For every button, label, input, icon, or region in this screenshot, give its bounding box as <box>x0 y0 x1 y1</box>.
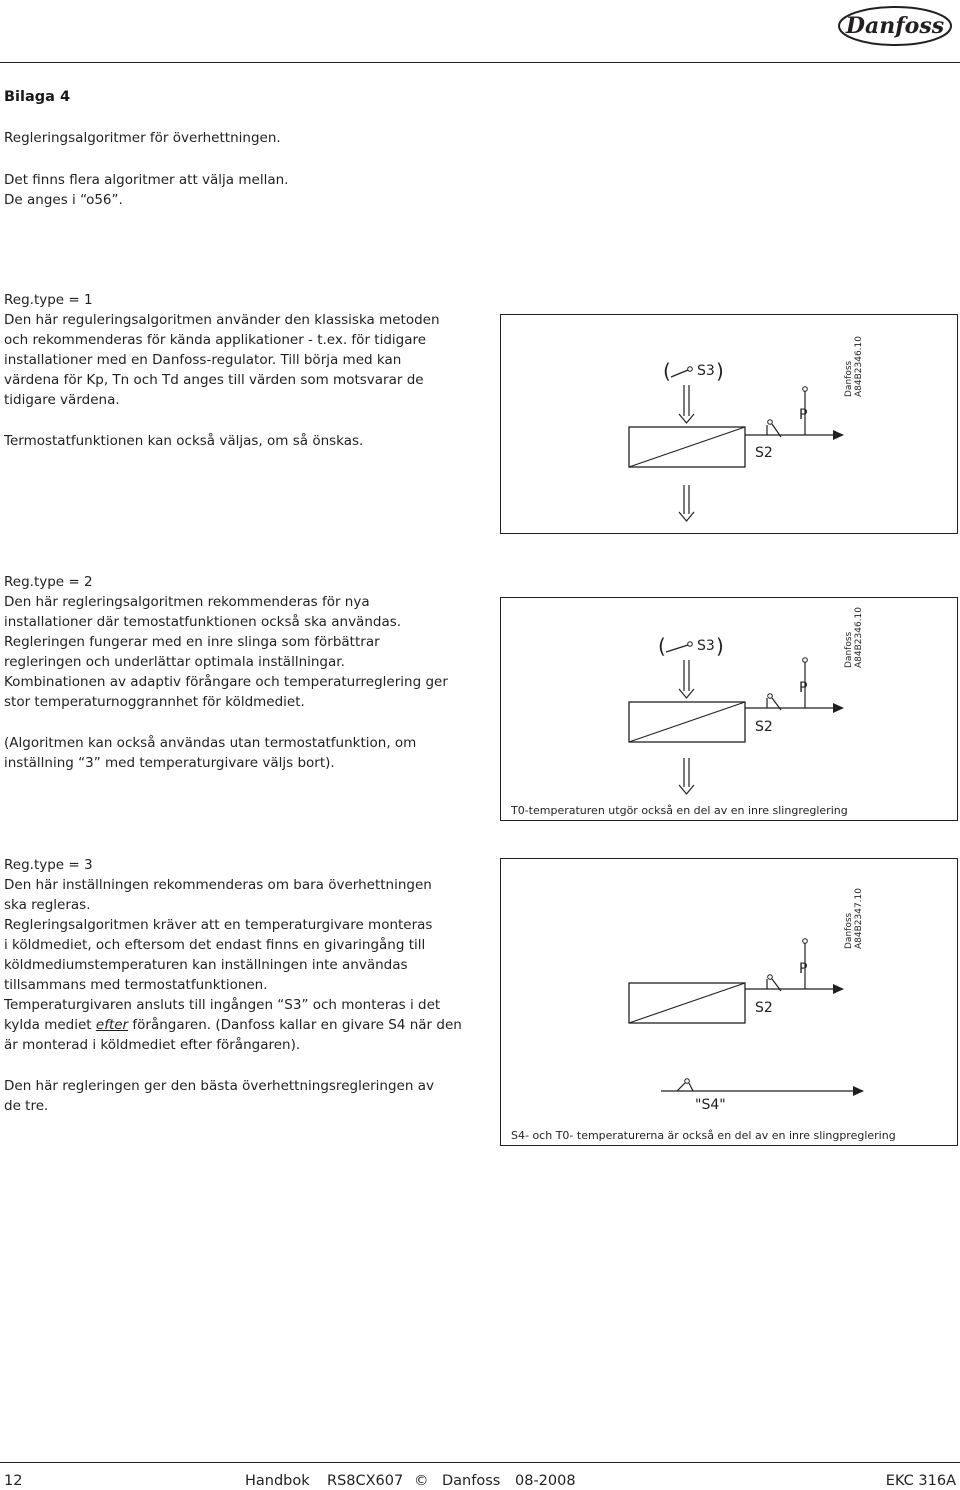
danfoss-logo <box>836 2 954 48</box>
flow-arrow-icon <box>853 1086 864 1096</box>
section-regtype-1-note: Termostatfunktionen kan också väljas, om så önskas. <box>4 433 364 449</box>
flow-arrow-icon <box>833 430 844 440</box>
section-regtype-3: Reg.type = 3 Den här inställningen rekommenderas om bara överhettningen ska regleras. Regleringsalgoritmen kräver att en temperaturgivare monteras i köldmediet, och eftersom det endast finns en givaringång till köldmediumstemperaturen kan inställningen inte användas tillsammans med termostatfunktionen. Temperaturgivaren ansluts till ingången “S3” och monteras i det kylda mediet efter förångaren. (Danfoss kallar en givare S4 när den är monterad i köldmediet efter förångaren). <box>4 857 462 1053</box>
section-regtype-2: Reg.type = 2 Den här regleringsalgoritmen rekommenderas för nya installationer där temostatfunktionen också ska användas. Regleringen fungerar med en inre slinga som förbättrar regleringen och underlättar optimala inställningar. Kombinationen av adaptiv förångare och temperaturreglering ger stor temperaturnoggrannhet för köldmediet. <box>4 574 448 710</box>
sensor-s4-label: "S4" <box>695 1097 726 1113</box>
section-regtype-3-closing: Den här regleringen ger den bästa överhettningsregleringen av de tre. <box>4 1078 434 1114</box>
svg-text:Danfoss: Danfoss <box>845 13 945 39</box>
sensor-s2-label: S2 <box>755 1000 773 1016</box>
footer-product: EKC 316A <box>885 1473 956 1489</box>
svg-text:(: ( <box>658 634 666 658</box>
diagram-regtype-2 <box>500 597 958 821</box>
paren-close: ) <box>716 359 724 383</box>
drawing-code: DanfossA84B2346.10 <box>844 606 864 668</box>
diagram-caption: S4- och T0- temperaturerna är också en del av en inre slingpreglering <box>511 1129 896 1142</box>
emphasized-word: efter <box>95 1017 129 1033</box>
diagram-caption: T0-temperaturen utgör också en del av en inre slingreglering <box>511 804 848 817</box>
diagram-regtype-1 <box>500 314 958 534</box>
footer-doc: Handbok <box>245 1473 310 1489</box>
footer-code: RS8CX607 <box>327 1473 404 1489</box>
flow-arrow-icon <box>833 703 844 713</box>
page-heading: Bilaga 4 <box>4 89 71 105</box>
diagram-regtype-3 <box>500 858 958 1146</box>
drawing-code: DanfossA84B2347.10 <box>844 887 864 949</box>
footer-rule <box>0 1462 960 1463</box>
pressure-p-label: P <box>799 407 808 423</box>
arrow-down-icon <box>679 660 694 698</box>
footer-copyright: © <box>414 1473 429 1489</box>
footer-date: 08-2008 <box>515 1473 576 1489</box>
arrow-down-icon <box>679 385 694 423</box>
sensor-s2-label: S2 <box>755 719 773 735</box>
section-regtype-2-note: (Algoritmen kan också användas utan termostatfunktion, om inställning “3” med temperaturgivare väljs bort). <box>4 735 417 771</box>
sensor-s2-label: S2 <box>755 445 773 461</box>
arrow-down-icon <box>679 758 694 794</box>
svg-text:): ) <box>716 634 724 658</box>
flow-arrow-icon <box>833 984 844 994</box>
evaporator-icon <box>629 983 745 1023</box>
line-with-efter: kylda mediet efter förångaren. (Danfoss kallar en givare S4 när den <box>4 1017 462 1033</box>
intro-text: Det finns flera algoritmer att välja mellan. De anges i “o56”. <box>4 172 289 208</box>
paren-open: ( <box>663 359 671 383</box>
sensor-s3-label: S3 <box>697 638 715 654</box>
section-regtype-1: Reg.type = 1 Den här reguleringsalgoritmen använder den klassiska metoden och rekommenderas för kända applikationer - t.ex. för tidigare installationer med en Danfoss-regulator. Till börja med kan värdena för Kp, Tn och Td anges till värden som motsvarar de tidigare värdena. <box>4 292 440 408</box>
evaporator-icon <box>629 702 745 742</box>
drawing-code: DanfossA84B2346.10 <box>844 335 864 397</box>
header-rule <box>0 62 960 63</box>
arrow-down-icon <box>679 485 694 521</box>
page-number: 12 <box>4 1473 23 1489</box>
sensor-s3-label: S3 <box>697 363 715 379</box>
footer-brand: Danfoss <box>442 1473 501 1489</box>
evaporator-icon <box>629 427 745 467</box>
intro-title: Regleringsalgoritmer för överhettningen. <box>4 130 281 146</box>
pressure-p-label: P <box>799 680 808 696</box>
pressure-p-label: P <box>799 961 808 977</box>
